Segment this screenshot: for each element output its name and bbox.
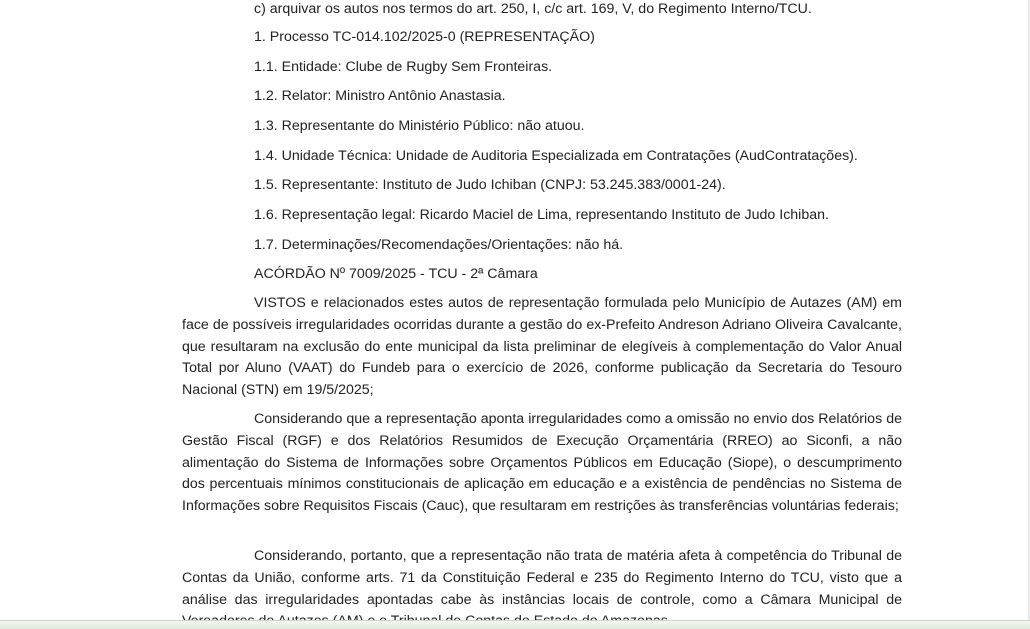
process-representative: 1.5. Representante: Instituto de Judo Ichiban (CNPJ: 53.245.383/0001-24). <box>254 177 726 193</box>
process-relator: 1.2. Relator: Ministro Antônio Anastasia. <box>254 88 506 104</box>
paragraph-vistos: VISTOS e relacionados estes autos de representação formulada pelo Município de Autazes (AM) em face de possíveis irregularidades ocorridas durante a gestão do ex-Prefeito Andreson Adriano Oliveira Cavalcante, que resultaram na exclusão do ente municipal da lista preliminar de elegíveis à complementação do Valor Anual Total por Aluno (VAAT) do Fundeb para o exercício de 2026, conforme publicação da Secretaria do Tesouro Nacional (STN) em 19/5/2025; <box>182 295 902 399</box>
process-entity: 1.1. Entidade: Clube de Rugby Sem Fronteiras. <box>254 59 553 75</box>
process-determinations: 1.7. Determinações/Recomendações/Orientações: não há. <box>254 237 624 253</box>
paragraph-considerando-1: Considerando que a representação aponta irregularidades como a omissão no envio dos Relatórios de Gestão Fiscal (RGF) e dos Relatórios Resumidos de Execução Orçamentária (RREO) ao Siconfi, a não alimentação do Sistema de Informações sobre Orçamentos Públicos em Educação (Siope), o descumprimento dos percentuais mínimos constitucionais de aplicação em educação e a existência de pendências no Sistema de Informações sobre Requisitos Fiscais (Cauc), que resultaram em restrições às transferências voluntárias federais; <box>182 411 902 515</box>
window-bottom-bar <box>0 620 1030 629</box>
process-technical-unit: 1.4. Unidade Técnica: Unidade de Auditoria Especializada em Contratações (AudContratações). <box>254 148 858 164</box>
process-number: 1. Processo TC-014.102/2025-0 (REPRESENTAÇÃO) <box>254 29 595 45</box>
process-public-ministry: 1.3. Representante do Ministério Público: não atuou. <box>254 118 585 134</box>
paragraph-considerando-2: Considerando, portanto, que a representação não trata de matéria afeta à competência do Tribunal de Contas da União, conforme arts. 71 da Constituição Federal e 235 do Regimento Interno do TCU, visto que a análise das irregularidades apontadas cabe às instâncias locais de controle, como a Câmara Municipal de <box>182 548 902 608</box>
acordao-title: ACÓRDÃO Nº 7009/2025 - TCU - 2ª Câmara <box>254 266 538 282</box>
process-legal-representation: 1.6. Representação legal: Ricardo Maciel de Lima, representando Instituto de Judo Ichiban. <box>254 207 829 223</box>
item-c-text: c) arquivar os autos nos termos do art. 250, I, c/c art. 169, V, do Regimento Interno/TCU. <box>254 1 812 17</box>
